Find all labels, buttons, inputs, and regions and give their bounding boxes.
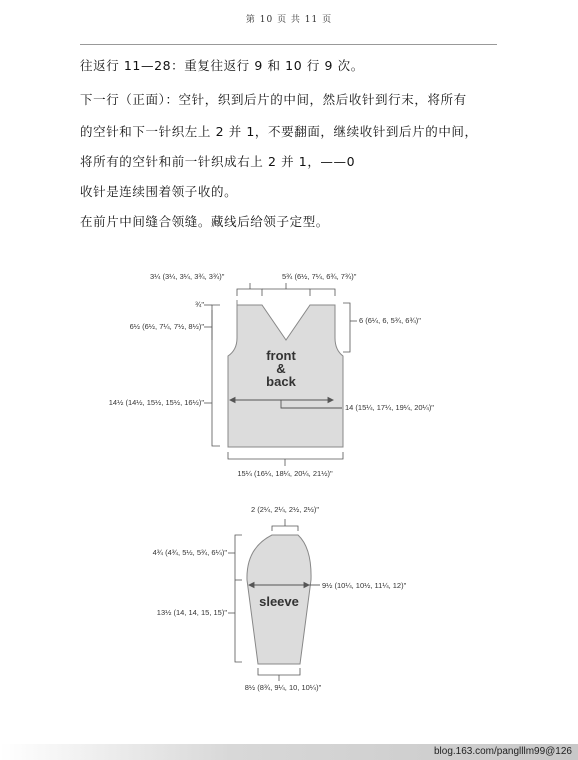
shoulder-width-dim: 5¾ (6½, 7¼, 6¾, 7¾)"	[282, 272, 357, 281]
body-label-amp: &	[276, 361, 286, 376]
body-label-back: back	[266, 374, 296, 389]
hem-width-dim: 15¼ (16¼, 18¼, 20¼, 21½)"	[237, 469, 333, 478]
chest-width-dim: 14 (15¼, 17¼, 19¼, 20¼)"	[345, 403, 434, 412]
left-vertical-brackets	[204, 305, 220, 446]
sleeve-schematic	[153, 505, 407, 692]
cuff-width-dim: 8½ (8¾, 9¼, 10, 10¼)"	[244, 683, 322, 692]
page-number-header: 第 10 页 共 11 页	[245, 15, 333, 25]
armhole-depth-right-dim: 6 (6¼, 6, 5¾, 6¾)"	[359, 316, 421, 325]
cap-height-dim: 4¾ (4¾, 5½, 5¾, 6¼)"	[152, 548, 227, 557]
instruction-line-6: 在前片中间缝合领缝。藏线后给领子定型。	[80, 214, 329, 229]
instruction-line-1: 往返行 11—28：重复往返行 9 和 10 行 9 次。	[80, 58, 364, 73]
instruction-line-4: 将所有的空针和前一针织成右上 2 并 1，——0	[80, 154, 356, 169]
sleeve-label: sleeve	[259, 594, 299, 609]
cap-top-dim: 2 (2¼, 2¼, 2½, 2½)"	[250, 505, 320, 514]
cuff-width-bracket	[258, 668, 300, 681]
body-schematic	[109, 272, 435, 478]
sleeve-left-brackets	[228, 535, 242, 662]
armhole-depth-left-dim: 6½ (6½, 7¼, 7½, 8½)"	[129, 322, 204, 331]
upper-width-dim: 9½ (10¼, 10½, 11¼, 12)"	[322, 581, 407, 590]
total-length-dim: 14½ (14½, 15½, 15½, 16½)"	[108, 398, 204, 407]
right-armhole-bracket	[343, 303, 357, 352]
hem-width-bracket	[228, 452, 343, 466]
instruction-line-5: 收针是连续围着领子收的。	[80, 184, 238, 199]
neck-width-dim: 3¼ (3¼, 3¼, 3¾, 3¾)"	[150, 272, 225, 281]
sleeve-length-dim: 13½ (14, 14, 15, 15)"	[156, 608, 227, 617]
body-label-front: front	[266, 348, 296, 363]
instruction-line-2: 下一行（正面）：空针，织到后片的中间，然后收针到行末，将所有	[80, 92, 467, 107]
neck-drop-dim: ¾"	[195, 300, 204, 309]
instruction-line-3: 的空针和下一针织左上 2 并 1，不要翻面，继续收针到后片的中间，	[80, 124, 478, 139]
neck-width-bracket	[237, 283, 335, 296]
watermark-url: blog.163.com/panglllm99@126	[433, 746, 572, 757]
cap-top-bracket	[272, 519, 298, 531]
